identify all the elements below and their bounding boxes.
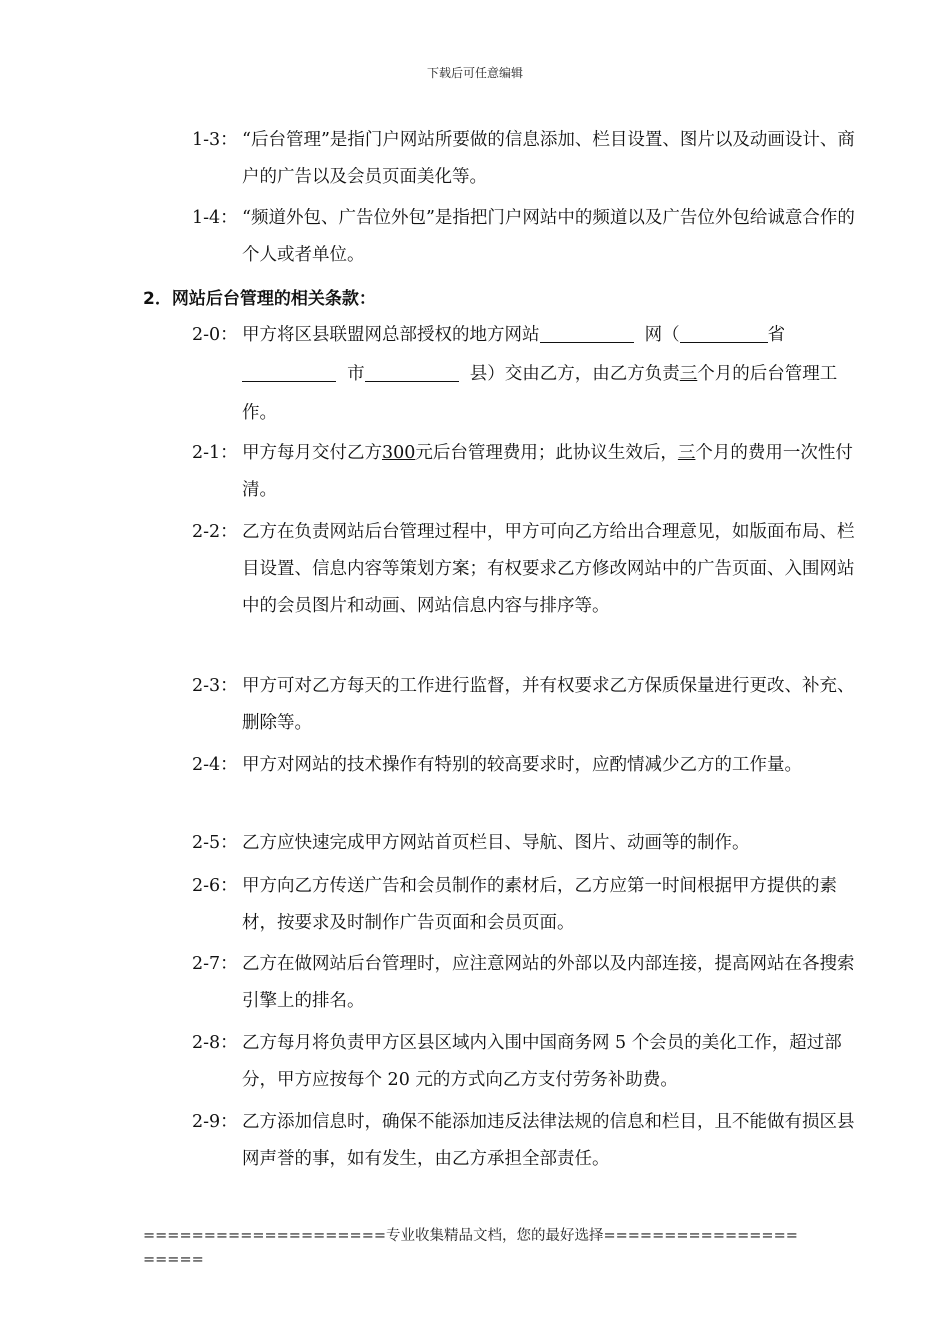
clause-number: 2-6： [192, 876, 238, 896]
clause-2-6 [192, 868, 862, 942]
clause-text-part: 元后台管理费用；此协议生效后， [415, 443, 678, 463]
clause-text: 甲方可对乙方每天的工作进行监督，并有权要求乙方保质保量进行更改、补充、删除等。 [242, 676, 855, 733]
clause-text: 甲方向乙方传送广告和会员制作的素材后，乙方应第一时间根据甲方提供的素材，按要求及时制作广告页面和会员页面。 [242, 876, 837, 933]
clause-text: “后台管理”是指门户网站所要做的信息添加、栏目设置、图片以及动画设计、商户的广告以及会员页面美化等。 [242, 130, 855, 187]
clause-text-part: 县）交由乙方，由乙方负责 [469, 364, 680, 384]
clause-text: 甲方对网站的技术操作有特别的较高要求时，应酌情减少乙方的工作量。 [242, 755, 802, 775]
clause-number: 2-1： [192, 443, 238, 463]
province-blank [680, 320, 768, 343]
clause-number: 2-5： [192, 833, 238, 853]
clause-2-2 [192, 514, 862, 625]
clause-number: 1-3： [192, 130, 238, 150]
clause-number: 1-4： [192, 208, 238, 228]
clause-number: 2-0： [192, 325, 238, 345]
section-title: 2．网站后台管理的相关条款： [143, 289, 376, 309]
clause-2-5 [192, 825, 862, 862]
clause-text-part: 市 [347, 364, 365, 384]
city-blank [242, 359, 336, 382]
clause-text-part: 个月的费用一次性付清。 [242, 443, 853, 500]
clause-1-3 [192, 122, 862, 196]
clause-text-part: 省 [767, 325, 786, 345]
clause-2-4 [192, 747, 862, 784]
clause-2-7 [192, 946, 862, 1020]
clause-text-part: 个月的后台管理工作。 [242, 364, 838, 423]
clause-1-4 [192, 200, 862, 274]
months-value: 三 [679, 364, 698, 384]
clause-text: 乙方应快速完成甲方网站首页栏目、导航、图片、动画等的制作。 [242, 833, 750, 853]
clause-number: 2-4： [192, 755, 238, 775]
clause-number: 2-2： [192, 522, 238, 542]
clause-text: 乙方在做网站后台管理时，应注意网站的外部以及内部连接，提高网站在各搜索引擎上的排名。 [242, 954, 855, 1011]
clause-text: “频道外包、广告位外包”是指把门户网站中的频道以及广告位外包给诚意合作的个人或者单位。 [242, 208, 855, 265]
clause-number: 2-7： [192, 954, 238, 974]
page-header: 下载后可任意编辑 [426, 66, 523, 80]
site-name-blank [540, 320, 634, 343]
fee-value: 300 [382, 443, 416, 463]
clause-2-0 [192, 316, 862, 433]
county-blank [365, 359, 459, 382]
clause-number: 2-3： [192, 676, 238, 696]
clause-text: 乙方在负责网站后台管理过程中，甲方可向乙方给出合理意见，如版面布局、栏目设置、信息内容等策划方案；有权要求乙方修改网站中的广告页面、入围网站中的会员图片和动画、网站信息内容与排序等。 [242, 522, 855, 616]
clause-number: 2-9： [192, 1112, 238, 1132]
months-value: 三 [677, 443, 696, 463]
page-footer: ====================专业收集精品文档，您的最好选择===================== [143, 1228, 798, 1268]
clause-text-part: 网（ [644, 325, 680, 345]
clause-2-3 [192, 668, 862, 742]
clause-text-part: 甲方将区县联盟网总部授权的地方网站 [242, 325, 540, 345]
clause-text-part: 甲方每月交付乙方 [242, 443, 382, 463]
clause-number: 2-8： [192, 1033, 238, 1053]
clause-2-1 [192, 435, 862, 509]
clause-2-9 [192, 1104, 862, 1178]
clause-text: 乙方每月将负责甲方区县区域内入围中国商务网 5 个会员的美化工作，超过部分，甲方应按每个 20 元的方式向乙方支付劳务补助费。 [242, 1033, 842, 1090]
clause-text: 乙方添加信息时，确保不能添加违反法律法规的信息和栏目，且不能做有损区县网声誉的事，如有发生，由乙方承担全部责任。 [242, 1112, 855, 1169]
clause-2-8 [192, 1025, 862, 1099]
